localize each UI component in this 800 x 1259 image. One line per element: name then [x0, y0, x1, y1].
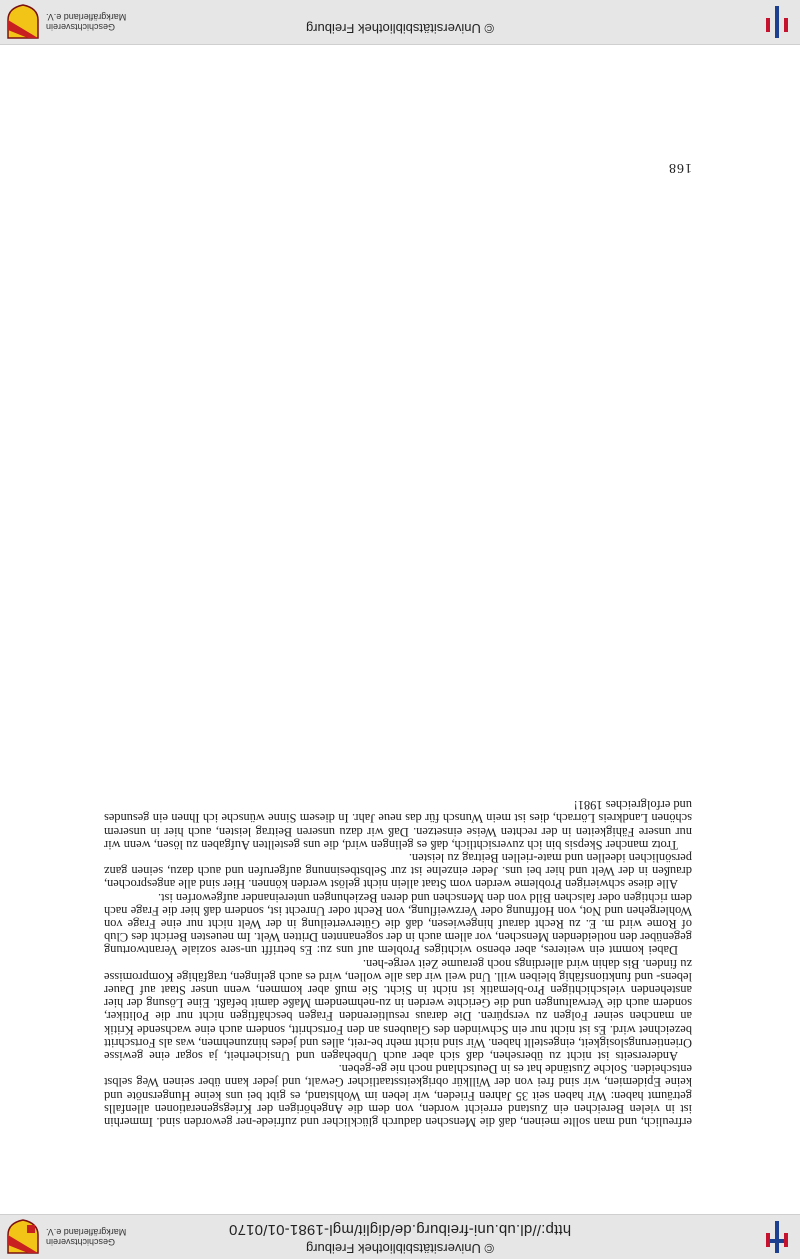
footer-bar — [0, 0, 800, 45]
header-bar — [0, 1214, 800, 1259]
library-copyright: © Universitätsbibliothek Freiburg — [305, 1241, 495, 1256]
society-badge — [6, 4, 126, 40]
library-copyright: © Universitätsbibliothek Freiburg — [305, 21, 495, 36]
page-number: 168 — [668, 160, 692, 175]
paragraph: Alle diese schwierigen Probleme werden vom Staat allein nicht gelöst werden können. Hier sind alle angesprochen, draußen in der Welt und hier bei uns. Jeder einzelne ist zur Selbstbesinnung aufgerufen und auch dazu, seinen ganz persönlichen ideellen und mate-riellen Beitrag zu leisten. — [104, 850, 692, 892]
society-name: Geschichtsverein Markgräflerland e.V. — [46, 1227, 127, 1247]
society-badge — [6, 1219, 126, 1255]
paragraph: Dabei kommt ein weiteres, aber ebenso wichtiges Problem auf uns zu: Es betrifft un-sere soziale Verantwortung gegenüber den notleidenden Menschen, vor allem auch in der sogenannten Dritten Welt. Im neuesten Bericht des Club of Rome wird m. E. zu Recht darauf hingewiesen, daß die Güterverteilung in der Welt nicht nur eine Frage von Wohlergehen und Not, von Hoffnung oder Verzweiflung, von Recht oder Unrecht ist, sondern daß hier die Frage nach dem richtigen oder falschen Bild von den Menschen und deren Beziehungen untereinander aufgeworfen ist. — [104, 890, 692, 958]
society-crest-icon — [6, 4, 40, 40]
society-name: Geschichtsverein Markgräflerland e.V. — [46, 12, 127, 32]
document-url-link[interactable]: http://dl.ub.uni-freiburg.de/diglit/mgl-1981-01/0170 — [228, 1221, 572, 1238]
paragraph: Andererseits ist nicht zu übersehen, daß sich aber auch Unbehagen und Unsicherheit, ja sogar eine gewisse Orientierungslosigkeit, eingestellt haben. Wir sind nicht mehr be-reit, alles und jedes hinzunehmen, was als Fortschritt bezeichnet wird. Es ist nicht nur ein Schwinden des Glaubens an den Fortschritt, sondern auch eine wachsende Kritik an manchen seiner Folgen zu verspüren. Die daraus resultierenden Fragen beschäftigen nicht nur die Politiker, sondern auch die Verwaltungen und die Gerichte werden in zu-nehmendem Maße damit befaßt. Eine Lösung der hier anstehenden vielschichtigen Pro-blematik ist nicht in Sicht. Sie muß aber kommen, wenn unser Staat auf Dauer lebens- und funktionsfähig bleiben will. Und weil wir das alle wollen, wird es auch gelingen, tragfähige Kompromisse zu finden. Bis dahin wird allerdings noch geraume Zeit verge-hen. — [104, 956, 692, 1063]
society-crest-icon — [6, 1219, 40, 1255]
paragraph: erfreulich, und man sollte meinen, daß die Menschen dadurch glücklicher und zufriede-ner geworden sind. Immerhin ist in vielen Bereichen ein Zustand erreicht worden, von dem die Angehörigen der Kriegsgenerationen allenfalls geträumt haben: Wir haben seit 35 Jahren Frieden, wir leben im Wohlstand, es gibt bei uns keine Hungersnöte und keine Epidemien, wir sind frei von der Willkür obrigkeitsstaatlicher Gewalt, und jeder kann über seinen Weg selbst entscheiden. Solche Zustände hat es in Deutschland noch nie ge-geben. — [104, 1062, 692, 1129]
paragraph: Trotz mancher Skepsis bin ich zuversichtlich, daß es gelingen wird, die uns gestellten Aufgaben zu lösen, wenn wir nur unsere Fähigkeiten in der rechten Weise einsetzen. Daß wir dazu unseren Beitrag leisten, auch hier in unserem schönen Landkreis Lörrach, dies ist mein Wunsch für das neue Jahr. In diesem Sinne wünsche ich Ihnen ein gesundes und erfolgreiches 1981! — [104, 798, 692, 852]
article-text — [104, 798, 692, 1128]
